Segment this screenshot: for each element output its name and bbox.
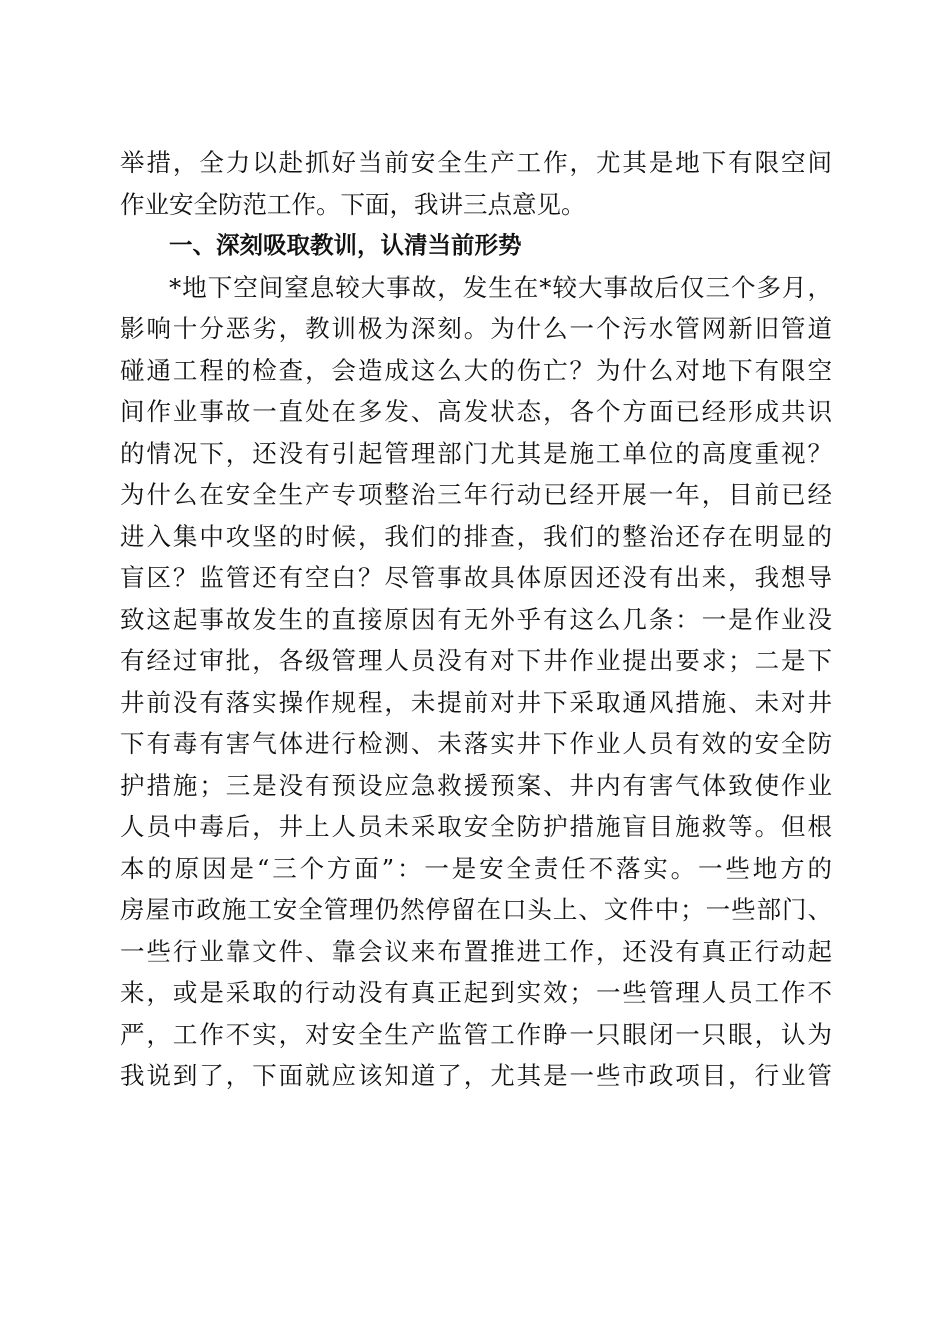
document-body — [120, 142, 832, 1097]
paragraph-line: 井前没有落实操作规程，未提前对井下采取通风措施、未对井 — [120, 687, 832, 717]
section-heading: 一、深刻吸取教训，认清当前形势 — [169, 231, 522, 259]
paragraph-line: 影响十分恶劣，教训极为深刻。为什么一个污水管网新旧管道 — [120, 314, 832, 343]
paragraph-line: 进入集中攻坚的时候，我们的排查，我们的整治还存在明显的 — [120, 521, 832, 551]
paragraph-line: 为什么在安全生产专项整治三年行动已经开展一年，目前已经 — [120, 480, 832, 509]
paragraph-line: 举措，全力以赴抓好当前安全生产工作，尤其是地下有限空间 — [120, 148, 832, 177]
paragraph-line: 碰通工程的检查，会造成这么大的伤亡？为什么对地下有限空 — [120, 355, 832, 385]
paragraph-line: 严，工作不实，对安全生产监管工作睁一只眼闭一只眼，认为 — [120, 1019, 832, 1049]
paragraph-line: 的情况下，还没有引起管理部门尤其是施工单位的高度重视？ — [120, 438, 832, 468]
paragraph-line: 人员中毒后，井上人员未采取安全防护措施盲目施救等。但根 — [120, 812, 832, 841]
paragraph-line: *地下空间窒息较大事故，发生在*较大事故后仅三个多月， — [169, 272, 832, 302]
paragraph-line: 下有毒有害气体进行检测、未落实井下作业人员有效的安全防 — [120, 729, 832, 758]
paragraph-line: 一些行业靠文件、靠会议来布置推进工作，还没有真正行动起 — [120, 936, 832, 966]
paragraph-line: 来，或是采取的行动没有真正起到实效；一些管理人员工作不 — [120, 978, 832, 1007]
paragraph-line: 本的原因是“三个方面”：一是安全责任不落实。一些地方的 — [120, 853, 832, 883]
paragraph-line: 间作业事故一直处在多发、高发状态，各个方面已经形成共识 — [120, 397, 832, 426]
paragraph-line: 有经过审批，各级管理人员没有对下井作业提出要求；二是下 — [120, 646, 832, 675]
paragraph-line: 护措施；三是没有预设应急救援预案、井内有害气体致使作业 — [120, 770, 832, 800]
paragraph-line: 房屋市政施工安全管理仍然停留在口头上、文件中；一些部门、 — [120, 895, 832, 924]
paragraph-line: 致这起事故发生的直接原因有无外乎有这么几条：一是作业没 — [120, 604, 832, 634]
paragraph-line: 盲区？监管还有空白？尽管事故具体原因还没有出来，我想导 — [120, 563, 832, 592]
paragraph-line: 作业安全防范工作。下面，我讲三点意见。 — [120, 189, 586, 219]
paragraph-line: 我说到了，下面就应该知道了，尤其是一些市政项目，行业管 — [120, 1061, 832, 1090]
